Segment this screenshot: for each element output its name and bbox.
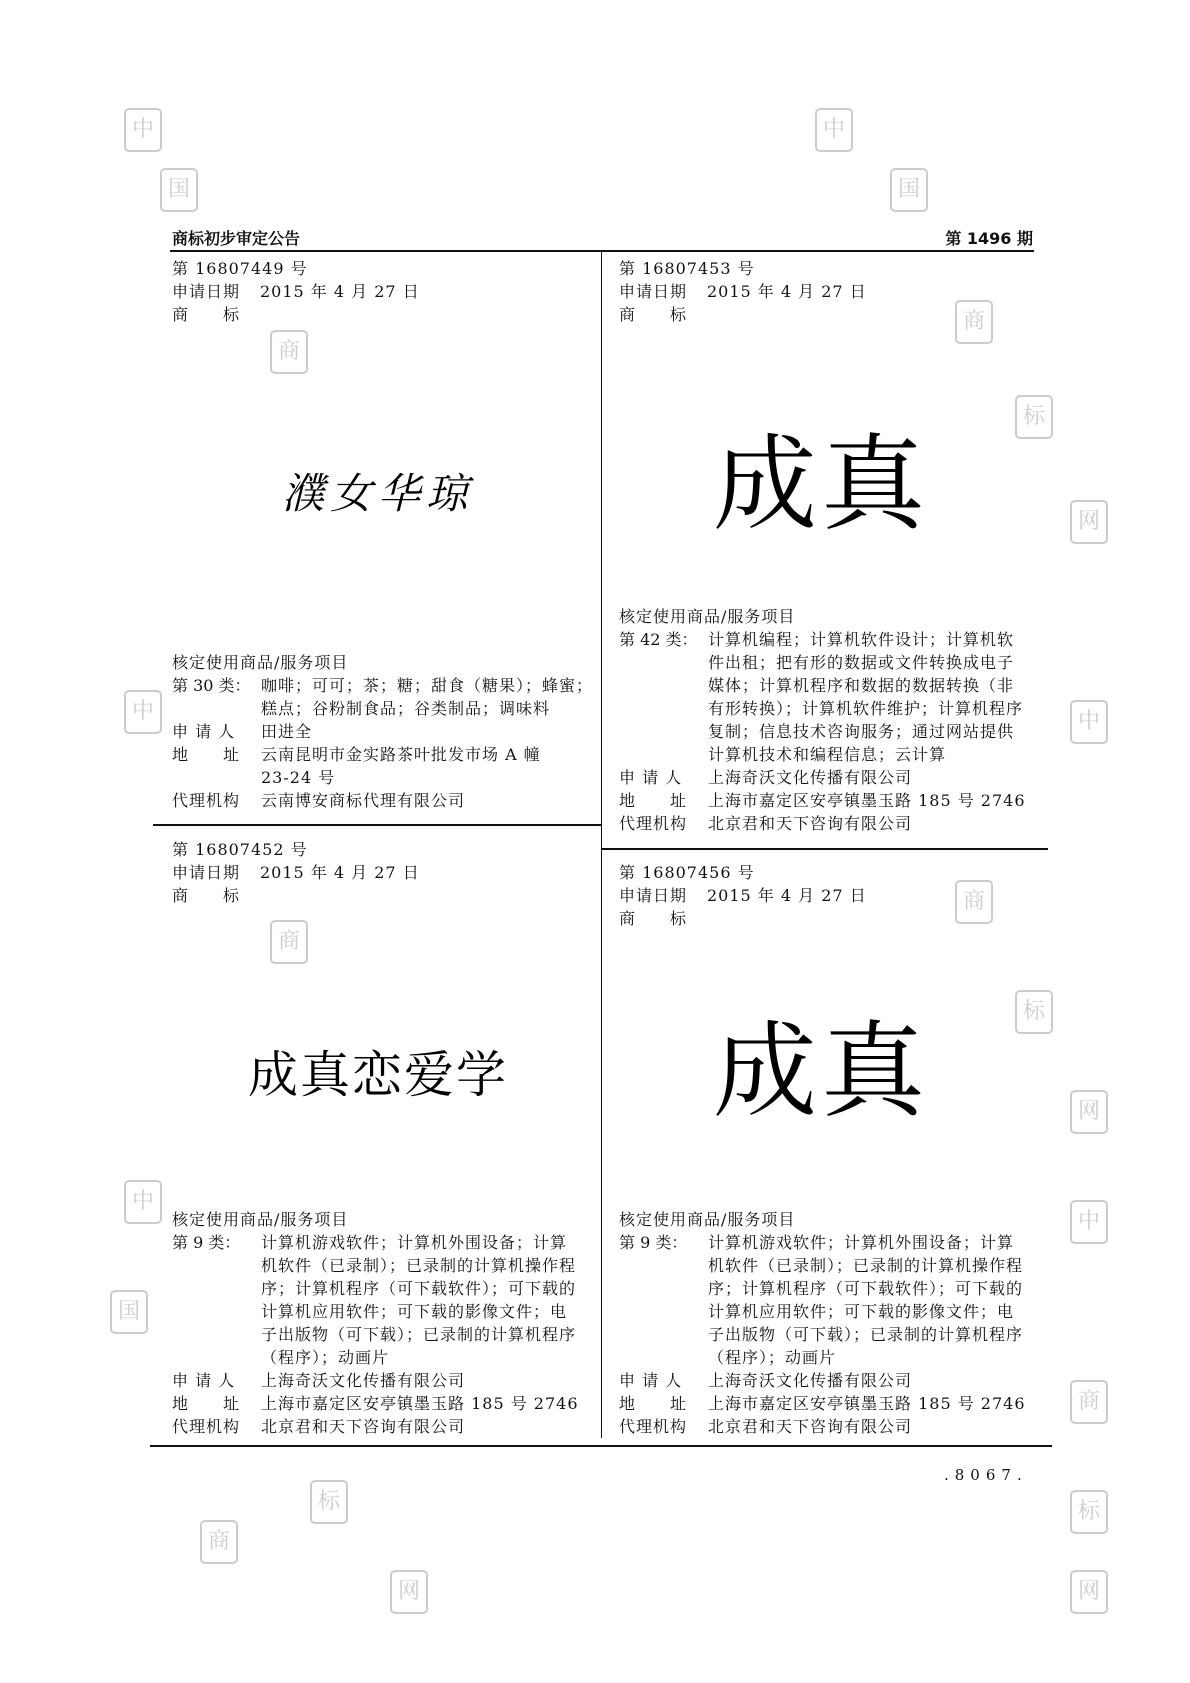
goods-line: 咖啡；可可；茶；糖；甜食（糖果）；蜂蜜； xyxy=(261,676,594,695)
watermark-glyph: 网 xyxy=(390,1570,428,1614)
class-label: 第 42 类： xyxy=(619,630,698,649)
watermark-glyph: 中 xyxy=(815,108,853,152)
applicant: 上海奇沃文化传播有限公司 xyxy=(708,768,913,787)
watermark-glyph: 商 xyxy=(200,1520,238,1564)
column-divider xyxy=(601,252,602,1438)
trademark-image: 成真 xyxy=(712,1010,930,1132)
applicant: 上海奇沃文化传播有限公司 xyxy=(708,1371,913,1390)
watermark-glyph: 国 xyxy=(160,168,198,212)
goods-line: 计算机游戏软件；计算机外围设备；计算 xyxy=(261,1233,568,1252)
header-rule xyxy=(170,250,1034,252)
watermark-glyph: 标 xyxy=(1015,395,1053,439)
page-number: .8067. xyxy=(944,1466,1028,1484)
watermark-glyph: 国 xyxy=(110,1290,148,1334)
trademark-image: 成真恋爱学 xyxy=(248,1046,508,1104)
applicant-label: 申 请 人 xyxy=(619,768,683,787)
goods-line: （程序）；动画片 xyxy=(708,1348,837,1367)
watermark-glyph: 商 xyxy=(270,330,308,374)
goods-line: 计算机游戏软件；计算机外围设备；计算 xyxy=(708,1233,1015,1252)
watermark-glyph: 网 xyxy=(1070,500,1108,544)
agent-label: 代理机构 xyxy=(172,1417,241,1436)
goods-line: 序；计算机程序（可下载软件）；可下载的 xyxy=(261,1279,577,1298)
address-line: 上海市嘉定区安亭镇墨玉路 185 号 2746 xyxy=(708,791,1026,810)
filing-date-label: 申请日期 xyxy=(172,282,241,301)
goods-line: 机软件（已录制）；已录制的计算机操作程 xyxy=(708,1256,1024,1275)
watermark-glyph: 商 xyxy=(1070,1380,1108,1424)
agent-label: 代理机构 xyxy=(619,1417,688,1436)
agent-label: 代理机构 xyxy=(619,814,688,833)
filing-date: 2015 年 4 月 27 日 xyxy=(260,282,420,301)
goods-line: （程序）；动画片 xyxy=(261,1348,390,1367)
watermark-glyph: 商 xyxy=(270,920,308,964)
gazette-title: 商标初步审定公告 xyxy=(172,229,301,248)
applicant-label: 申 请 人 xyxy=(619,1371,683,1390)
address-label: 地 址 xyxy=(619,1394,688,1413)
goods-line: 件出租；把有形的数据或文件转换成电子 xyxy=(708,653,1015,672)
application-number: 第 16807449 号 xyxy=(172,259,308,278)
watermark-glyph: 标 xyxy=(1015,990,1053,1034)
trademark-image: 濮女华琼 xyxy=(281,469,475,518)
agent-label: 代理机构 xyxy=(172,791,241,810)
goods-heading: 核定使用商品/服务项目 xyxy=(619,1210,796,1229)
application-number: 第 16807452 号 xyxy=(172,840,308,859)
mark-label: 商 标 xyxy=(619,909,688,928)
address-line: 云南昆明市金实路茶叶批发市场 A 幢 xyxy=(261,745,541,764)
applicant-label: 申 请 人 xyxy=(172,722,236,741)
goods-line: 复制；信息技术咨询服务；通过网站提供 xyxy=(708,722,1015,741)
footer-rule xyxy=(150,1445,1052,1447)
class-label: 第 9 类： xyxy=(619,1233,688,1252)
applicant: 上海奇沃文化传播有限公司 xyxy=(261,1371,466,1390)
goods-heading: 核定使用商品/服务项目 xyxy=(172,653,349,672)
class-label: 第 9 类： xyxy=(172,1233,241,1252)
filing-date: 2015 年 4 月 27 日 xyxy=(707,886,867,905)
goods-heading: 核定使用商品/服务项目 xyxy=(619,607,796,626)
watermark-glyph: 商 xyxy=(955,300,993,344)
applicant-label: 申 请 人 xyxy=(172,1371,236,1390)
trademark-image: 成真 xyxy=(712,423,930,545)
goods-line: 机软件（已录制）；已录制的计算机操作程 xyxy=(261,1256,577,1275)
goods-line: 计算机编程；计算机软件设计；计算机软 xyxy=(708,630,1015,649)
goods-line: 有形转换）；计算机软件维护；计算机程序 xyxy=(708,699,1024,718)
address-label: 地 址 xyxy=(172,745,241,764)
application-number: 第 16807456 号 xyxy=(619,863,755,882)
application-number: 第 16807453 号 xyxy=(619,259,755,278)
filing-date-label: 申请日期 xyxy=(172,863,241,882)
watermark-glyph: 国 xyxy=(890,168,928,212)
mark-label: 商 标 xyxy=(619,305,688,324)
address-label: 地 址 xyxy=(172,1394,241,1413)
goods-line: 糕点；谷粉制食品；谷类制品；调味料 xyxy=(261,699,551,718)
goods-line: 序；计算机程序（可下载软件）；可下载的 xyxy=(708,1279,1024,1298)
address-line: 上海市嘉定区安亭镇墨玉路 185 号 2746 xyxy=(708,1394,1026,1413)
left-section-rule xyxy=(153,824,601,826)
goods-line: 子出版物（可下载）；已录制的计算机程序 xyxy=(708,1325,1024,1344)
filing-date: 2015 年 4 月 27 日 xyxy=(260,863,420,882)
watermark-glyph: 中 xyxy=(124,690,162,734)
agent: 北京君和天下咨询有限公司 xyxy=(708,814,913,833)
agent: 云南博安商标代理有限公司 xyxy=(261,791,466,810)
watermark-glyph: 标 xyxy=(310,1480,348,1524)
goods-line: 媒体；计算机程序和数据的数据转换（非 xyxy=(708,676,1015,695)
filing-date-label: 申请日期 xyxy=(619,886,688,905)
goods-heading: 核定使用商品/服务项目 xyxy=(172,1210,349,1229)
watermark-glyph: 中 xyxy=(124,108,162,152)
address-label: 地 址 xyxy=(619,791,688,810)
watermark-glyph: 中 xyxy=(124,1180,162,1224)
watermark-glyph: 中 xyxy=(1070,700,1108,744)
class-label: 第 30 类： xyxy=(172,676,251,695)
mark-label: 商 标 xyxy=(172,886,241,905)
mark-label: 商 标 xyxy=(172,305,241,324)
watermark-glyph: 中 xyxy=(1070,1200,1108,1244)
watermark-glyph: 网 xyxy=(1070,1570,1108,1614)
agent: 北京君和天下咨询有限公司 xyxy=(708,1417,913,1436)
applicant: 田进全 xyxy=(261,722,313,741)
issue-number: 第 1496 期 xyxy=(945,229,1033,248)
address-line: 23-24 号 xyxy=(261,768,336,787)
goods-line: 子出版物（可下载）；已录制的计算机程序 xyxy=(261,1325,577,1344)
filing-date: 2015 年 4 月 27 日 xyxy=(707,282,867,301)
goods-line: 计算机应用软件；可下载的影像文件；电 xyxy=(261,1302,568,1321)
goods-line: 计算机应用软件；可下载的影像文件；电 xyxy=(708,1302,1015,1321)
watermark-glyph: 网 xyxy=(1070,1090,1108,1134)
watermark-glyph: 商 xyxy=(955,880,993,924)
agent: 北京君和天下咨询有限公司 xyxy=(261,1417,466,1436)
address-line: 上海市嘉定区安亭镇墨玉路 185 号 2746 xyxy=(261,1394,579,1413)
filing-date-label: 申请日期 xyxy=(619,282,688,301)
goods-line: 计算机技术和编程信息；云计算 xyxy=(708,745,947,764)
right-section-rule xyxy=(601,848,1048,850)
watermark-glyph: 标 xyxy=(1070,1490,1108,1534)
